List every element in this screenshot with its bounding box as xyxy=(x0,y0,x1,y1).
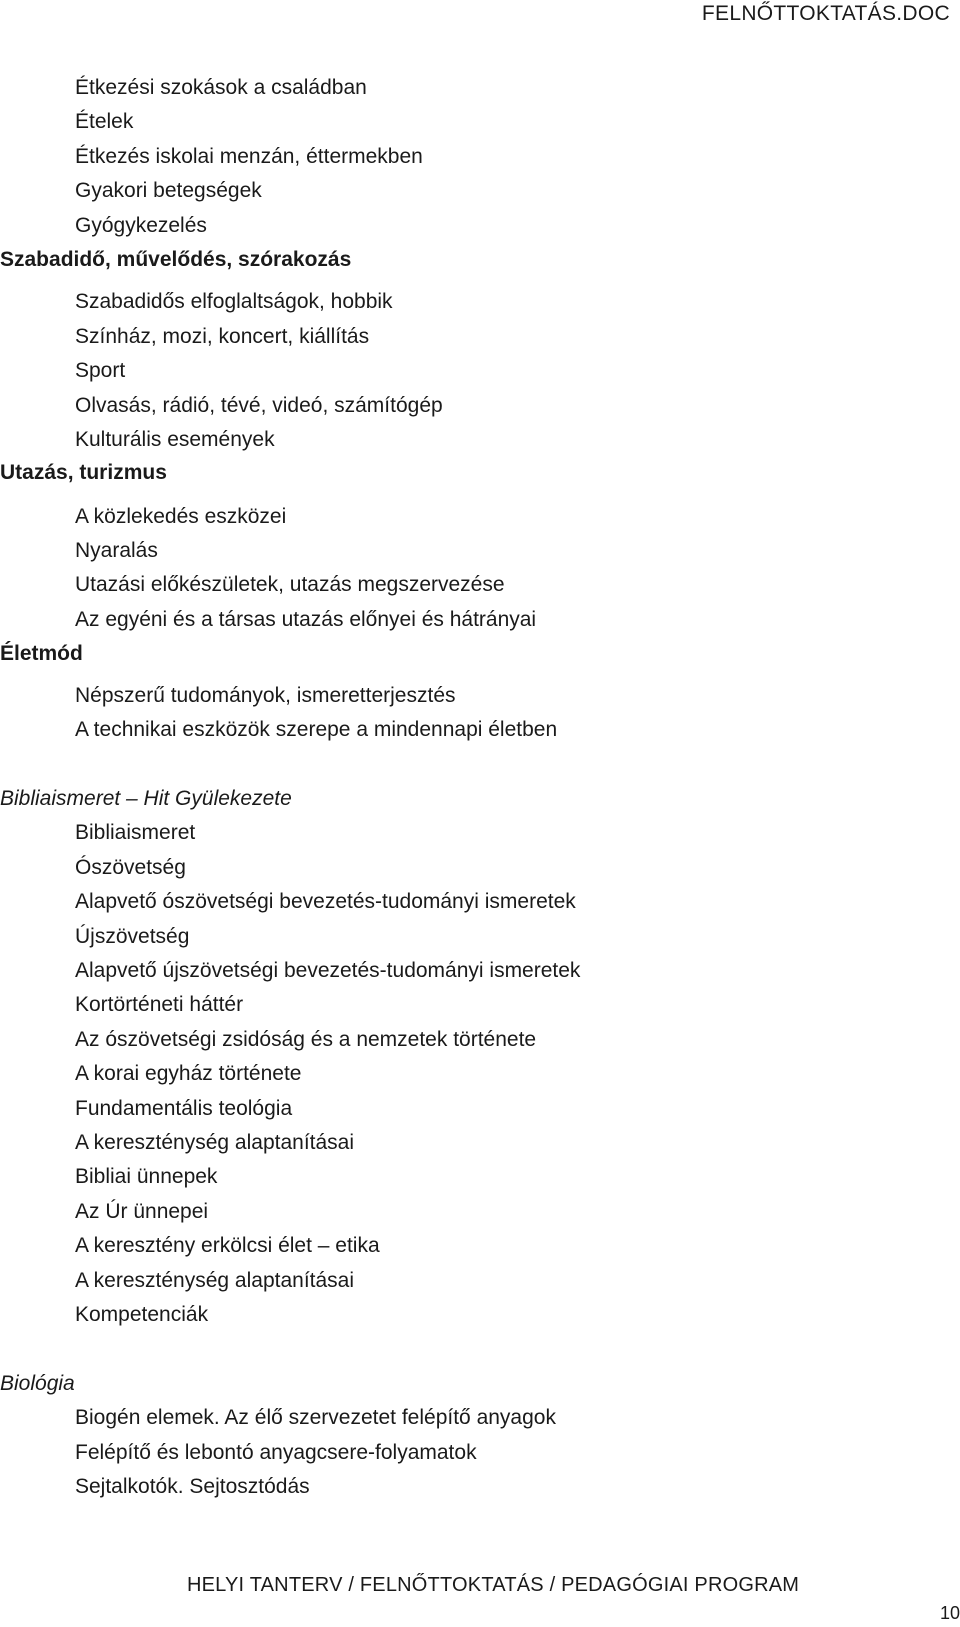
list-item: Étkezés iskolai menzán, éttermekben xyxy=(75,145,423,168)
list-item: Gyakori betegségek xyxy=(75,179,262,202)
list-item: Fundamentális teológia xyxy=(75,1097,293,1120)
list-item: Az ószövetségi zsidóság és a nemzetek története xyxy=(75,1028,537,1051)
list-item: Kompetenciák xyxy=(75,1303,209,1326)
list-item: A közlekedés eszközei xyxy=(75,505,287,528)
section-heading: Életmód xyxy=(0,642,83,665)
list-item: Sport xyxy=(75,359,126,382)
list-item: Felépítő és lebontó anyagcsere-folyamatok xyxy=(75,1441,477,1464)
list-item: Ószövetség xyxy=(75,856,186,879)
list-item: Újszövetség xyxy=(75,925,190,948)
list-item: Az egyéni és a társas utazás előnyei és hátrányai xyxy=(75,608,537,631)
list-item: A kereszténység alaptanításai xyxy=(75,1269,355,1292)
section-heading: Utazás, turizmus xyxy=(0,461,167,484)
list-item: Bibliaismeret xyxy=(75,821,196,844)
list-item: Olvasás, rádió, tévé, videó, számítógép xyxy=(75,394,443,417)
list-item: A keresztény erkölcsi élet – etika xyxy=(75,1234,380,1257)
list-item: Bibliai ünnepek xyxy=(75,1165,218,1188)
section-heading: Szabadidő, művelődés, szórakozás xyxy=(0,248,352,271)
list-item: Színház, mozi, koncert, kiállítás xyxy=(75,325,370,348)
list-item: Kulturális események xyxy=(75,428,275,451)
list-item: Ételek xyxy=(75,110,134,133)
list-item: Kortörténeti háttér xyxy=(75,993,244,1016)
list-item: Utazási előkészületek, utazás megszervezése xyxy=(75,573,505,596)
list-item: A korai egyház története xyxy=(75,1062,302,1085)
list-item: A kereszténység alaptanításai xyxy=(75,1131,355,1154)
list-item: Az Úr ünnepei xyxy=(75,1200,209,1223)
document-footer: HELYI TANTERV / FELNŐTTOKTATÁS / PEDAGÓGIAI PROGRAM xyxy=(187,1574,800,1596)
list-item: Alapvető ószövetségi bevezetés-tudományi ismeretek xyxy=(75,890,576,913)
subject-title: Bibliaismeret – Hit Gyülekezete xyxy=(0,787,292,810)
subject-title: Biológia xyxy=(0,1372,75,1395)
list-item: Népszerű tudományok, ismeretterjesztés xyxy=(75,684,456,707)
page-number: 10 xyxy=(939,1603,960,1623)
document-header: FELNŐTTOKTATÁS.DOC xyxy=(701,2,950,25)
list-item: Alapvető újszövetségi bevezetés-tudományi ismeretek xyxy=(75,959,581,982)
list-item: A technikai eszközök szerepe a mindennapi életben xyxy=(75,718,558,741)
list-item: Gyógykezelés xyxy=(75,214,207,237)
list-item: Biogén elemek. Az élő szervezetet felépítő anyagok xyxy=(75,1406,556,1429)
list-item: Szabadidős elfoglaltságok, hobbik xyxy=(75,290,393,313)
list-item: Étkezési szokások a családban xyxy=(75,76,367,99)
list-item: Sejtalkotók. Sejtosztódás xyxy=(75,1475,310,1498)
list-item: Nyaralás xyxy=(75,539,158,562)
